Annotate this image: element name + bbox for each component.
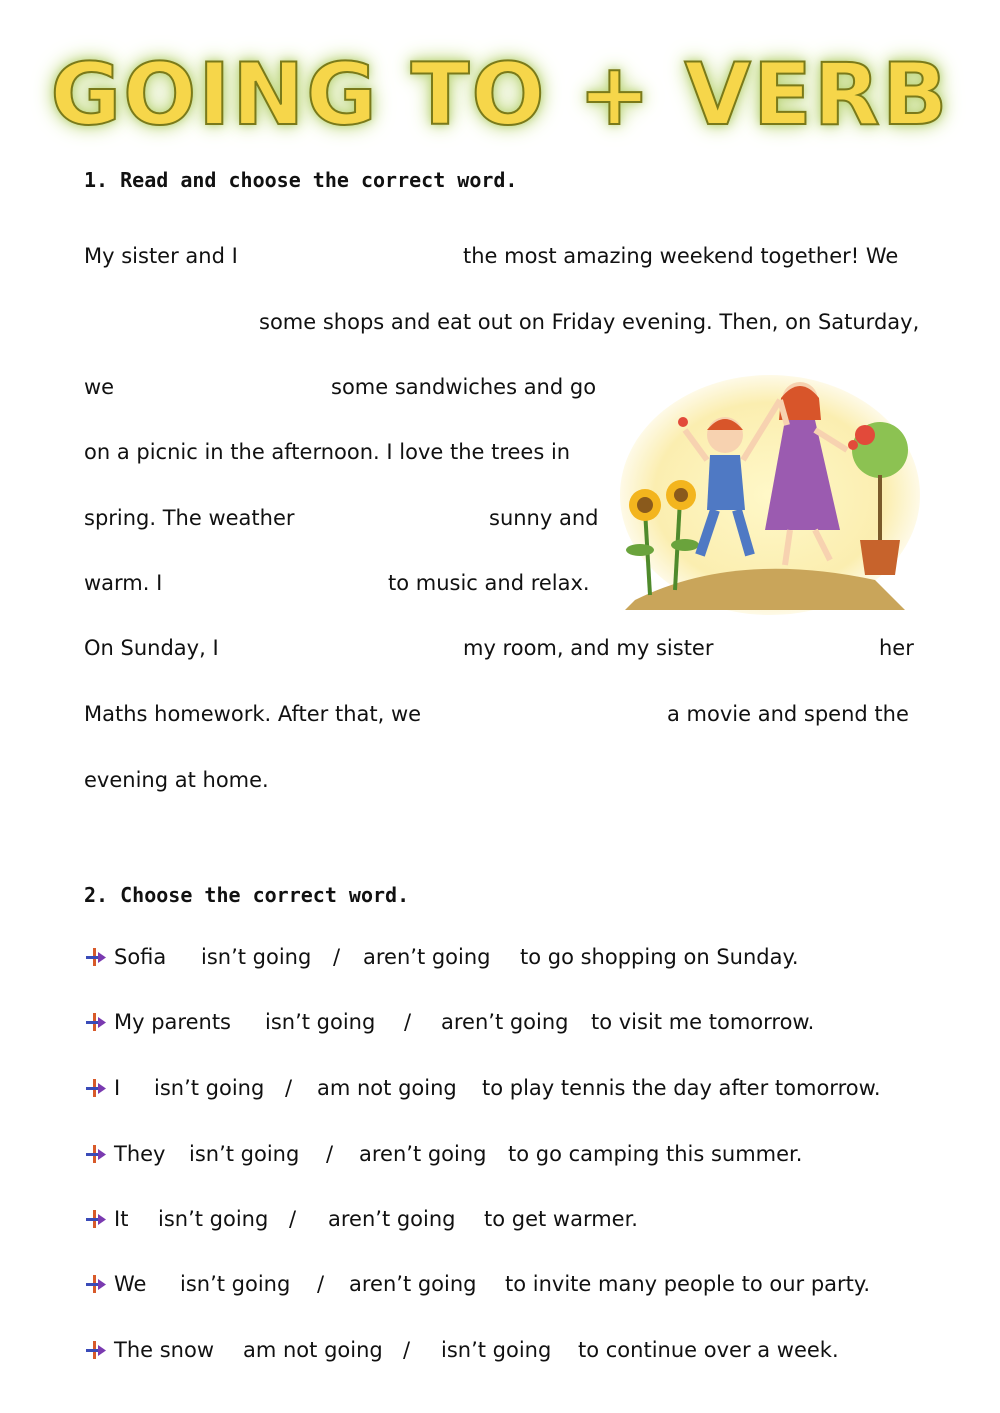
answer-option-1[interactable]: isn’t going xyxy=(201,945,312,969)
passage-text: On Sunday, I xyxy=(84,636,219,660)
question-subject: The snow xyxy=(114,1338,215,1362)
answer-option-1[interactable]: isn’t going xyxy=(158,1207,269,1231)
answer-option-1[interactable]: isn’t going xyxy=(154,1076,265,1100)
blank-2[interactable] xyxy=(84,310,249,334)
blank-4[interactable] xyxy=(320,506,480,530)
question-subject: It xyxy=(114,1207,129,1231)
answer-option-2[interactable]: aren’t going xyxy=(328,1207,456,1231)
girls-dancing-illustration xyxy=(615,360,920,615)
worksheet-title: GOING TO + VERB xyxy=(50,45,950,145)
question-subject: My parents xyxy=(114,1010,231,1034)
option-separator: / xyxy=(404,1010,412,1034)
passage-text: warm. I xyxy=(84,571,163,595)
bullet-arrow-icon xyxy=(84,1339,106,1361)
option-separator: / xyxy=(285,1076,293,1100)
passage-text: on a picnic in the afternoon. I love the trees in xyxy=(84,440,571,464)
question-rest: to continue over a week. xyxy=(578,1338,839,1362)
passage-text: some shops and eat out on Friday evening. Then, on Saturday, xyxy=(259,310,920,334)
bullet-arrow-icon xyxy=(84,1273,106,1295)
question-rest: to go shopping on Sunday. xyxy=(520,945,799,969)
question-subject: We xyxy=(114,1272,147,1296)
passage-text: my room, and my sister xyxy=(463,636,714,660)
passage-text: some sandwiches and go xyxy=(331,375,597,399)
answer-option-2[interactable]: aren’t going xyxy=(359,1142,487,1166)
question-subject: I xyxy=(114,1076,121,1100)
bullet-arrow-icon xyxy=(84,946,106,968)
option-separator: / xyxy=(333,945,341,969)
answer-option-2[interactable]: am not going xyxy=(317,1076,457,1100)
blank-8[interactable] xyxy=(465,702,655,726)
bullet-arrow-icon xyxy=(84,1143,106,1165)
passage-text: to music and relax. xyxy=(388,571,590,595)
bullet-arrow-icon xyxy=(84,1208,106,1230)
passage-text: spring. The weather xyxy=(84,506,295,530)
section-1-heading: 1. Read and choose the correct word. xyxy=(84,168,518,192)
section-2-heading: 2. Choose the correct word. xyxy=(84,883,410,907)
blank-5[interactable] xyxy=(180,571,380,595)
answer-option-1[interactable]: isn’t going xyxy=(265,1010,376,1034)
answer-option-2[interactable]: aren’t going xyxy=(349,1272,477,1296)
question-rest: to get warmer. xyxy=(484,1207,638,1231)
option-separator: / xyxy=(403,1338,411,1362)
question-subject: Sofia xyxy=(114,945,167,969)
answer-option-2[interactable]: isn’t going xyxy=(441,1338,552,1362)
passage-text: Maths homework. After that, we xyxy=(84,702,422,726)
answer-option-1[interactable]: isn’t going xyxy=(180,1272,291,1296)
blank-7[interactable] xyxy=(730,636,865,660)
option-separator: / xyxy=(317,1272,325,1296)
blank-3[interactable] xyxy=(125,375,320,399)
passage-text: evening at home. xyxy=(84,768,269,792)
passage-text: we xyxy=(84,375,115,399)
question-rest: to invite many people to our party. xyxy=(505,1272,870,1296)
bullet-arrow-icon xyxy=(84,1077,106,1099)
blank-1[interactable] xyxy=(270,244,450,268)
passage-text: a movie and spend the xyxy=(667,702,909,726)
passage-text: her xyxy=(879,636,914,660)
passage-text: sunny and xyxy=(489,506,599,530)
question-rest: to play tennis the day after tomorrow. xyxy=(482,1076,881,1100)
answer-option-2[interactable]: aren’t going xyxy=(441,1010,569,1034)
option-separator: / xyxy=(326,1142,334,1166)
answer-option-1[interactable]: isn’t going xyxy=(189,1142,300,1166)
passage-text: My sister and I xyxy=(84,244,238,268)
question-subject: They xyxy=(114,1142,166,1166)
option-separator: / xyxy=(289,1207,297,1231)
passage-text: the most amazing weekend together! We xyxy=(463,244,899,268)
bullet-arrow-icon xyxy=(84,1011,106,1033)
question-rest: to visit me tomorrow. xyxy=(591,1010,815,1034)
blank-6[interactable] xyxy=(240,636,450,660)
answer-option-2[interactable]: aren’t going xyxy=(363,945,491,969)
question-rest: to go camping this summer. xyxy=(508,1142,803,1166)
answer-option-1[interactable]: am not going xyxy=(243,1338,383,1362)
